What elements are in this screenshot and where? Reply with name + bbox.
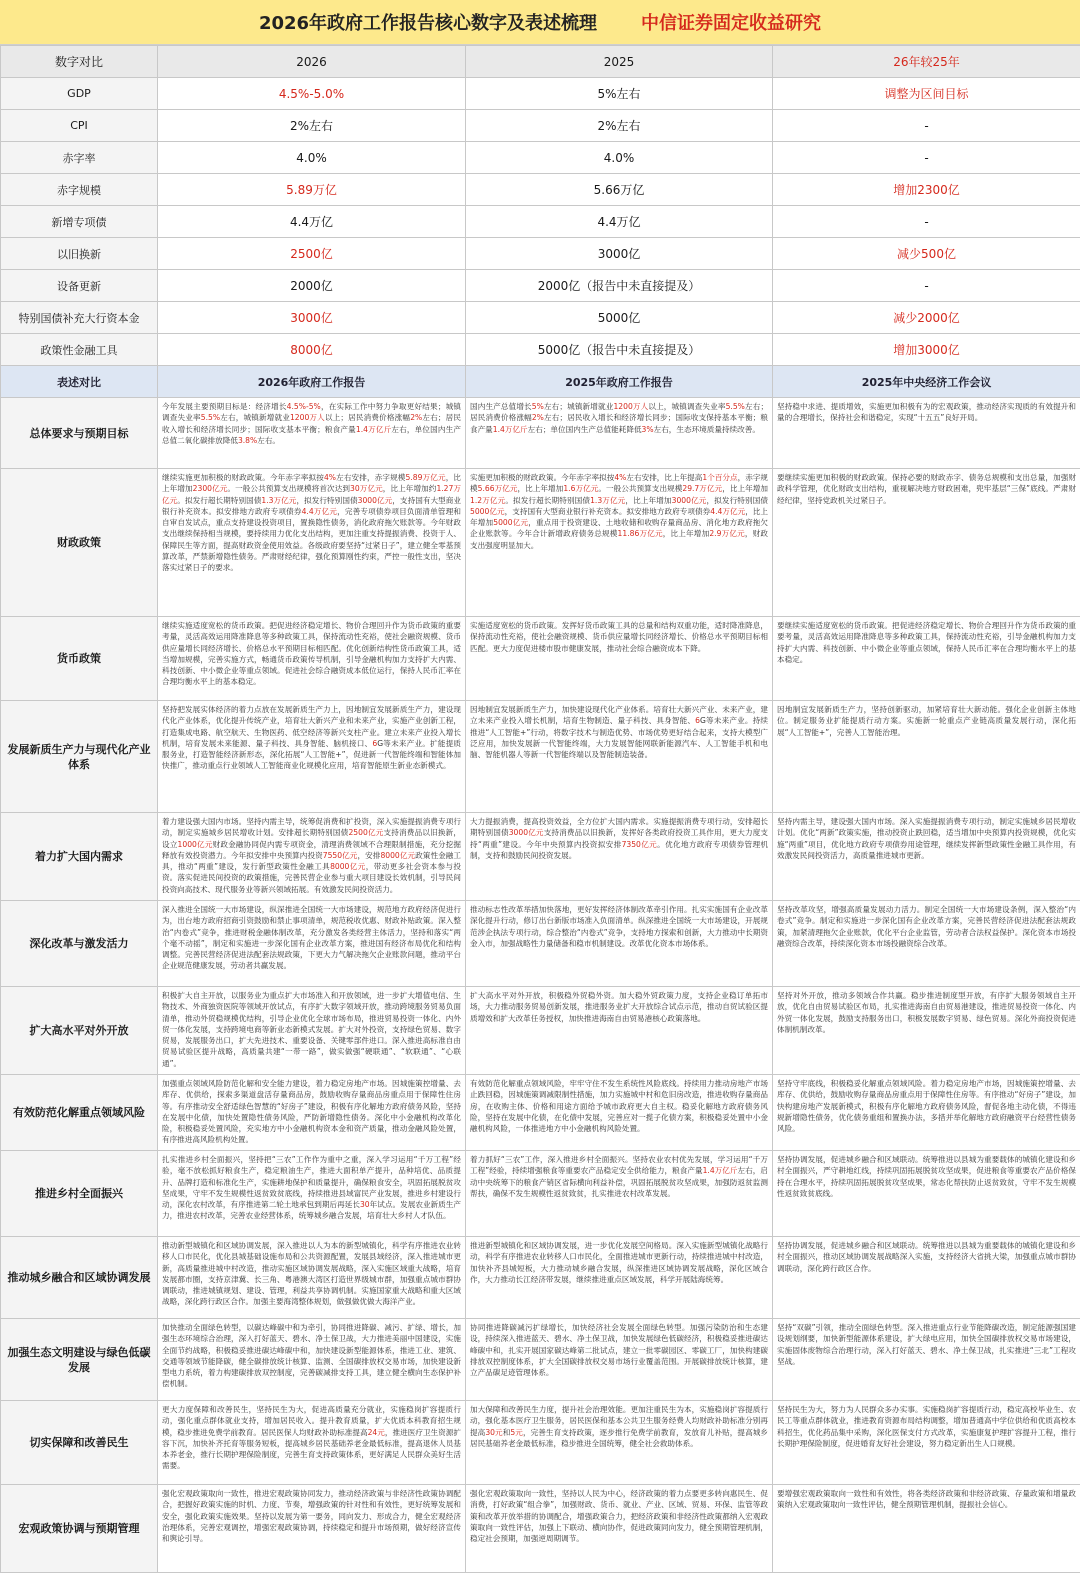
value-2026: 3000亿 xyxy=(158,302,466,334)
statement-cell-c2025 xyxy=(466,901,773,987)
statement-row xyxy=(1,901,1080,987)
statement-row xyxy=(1,617,1080,701)
statement-text: 坚持改革攻坚，增强高质量发展动力活力。制定全国统一大市场建设条例，深入整治“内卷式”竞争。制定和实施进一步深化国有企业改革方案，完善民营经济促进法配套法规政策，加紧清理拖欠企业账款，优化平台企业监管，劳动者合法权益保护。深化资本市场投融资综合改革，持续深化资本市场投融资综合改革。 xyxy=(773,901,1080,949)
statement-row xyxy=(1,1401,1080,1485)
value-diff: - xyxy=(773,110,1080,142)
statement-text: 坚持把发展实体经济的着力点放在发展新质生产力上，因地制宜发展新质生产力，建设现代化产业体系，优化提升传统产业，培育壮大新兴产业和未来产业，实施产业创新工程，打造集成电路、航空航天、生物医药、低空经济等新兴支柱产业。建立未来产业投入增长机制，培育发展未来能源、量子科技、具身智能、脑机接口、6G等未来产业。扩能提质服务业，打造智能经济新形态，深化拓展“人工智能+”，促进新一代智能终端和智能体加快推广，推动重点行业领域人工智能商业化规模化应用，培育智能原生新业态新模式。 xyxy=(158,701,465,772)
value-diff: - xyxy=(773,270,1080,302)
statement-text: 协同推进降碳减污扩绿增长，加快经济社会发展全面绿色转型。加强污染防治和生态建设，持续深入推进蓝天、碧水、净土保卫战，加快发展绿色低碳经济，积极稳妥推进碳达峰碳中和，扎实开展国家碳达峰第二批试点，建立一批零碳园区、零碳工厂，加快构建碳排放双控制度体系，扩大全国碳排放权交易市场行业覆盖范围。开展碳排放统计核算，建立产品碳足迹管理体系。 xyxy=(466,1319,772,1378)
value-diff: 减少500亿 xyxy=(773,238,1080,270)
statement-text: 坚持“双碳”引领，推动全面绿色转型。深入推进重点行业节能降碳改造，制定能源强国建设规划纲要，加快新型能源体系建设，扩大绿电应用，加快全国碳排放权交易市场建设，实施固体废物综合治理行动，深入打好蓝天、碧水、净土保卫战，扎实推进“三北”工程攻坚战。 xyxy=(773,1319,1080,1367)
statement-text: 坚持守牢底线，积极稳妥化解重点领域风险。着力稳定房地产市场，因城施策控增量、去库存、优供给，鼓励收购存量商品房重点用于保障性住房等。有序推动“好房子”建设，加快构建房地产发展新模式，积极有序化解地方政府债务风险，督促各地主动化债，不得违规新增隐性债务，优化债务重组和置换办法，多措并举化解地方政府融资平台经营性债务风险。 xyxy=(773,1075,1080,1134)
statement-row-label: 切实保障和改善民生 xyxy=(1,1401,158,1485)
statement-cell-cCEWC xyxy=(773,987,1080,1075)
statement-text: 坚持稳中求进、提质增效，实施更加积极有为的宏观政策，推动经济实现质的有效提升和量的合理增长，保持社会和谐稳定，实现“十五五”良好开局。 xyxy=(773,398,1080,424)
statement-cell-c2026 xyxy=(158,901,466,987)
statement-cell-c2025 xyxy=(466,1485,773,1573)
statement-cell-c2025 xyxy=(466,398,773,469)
number-row xyxy=(1,110,1080,142)
statement-text: 加快推动全面绿色转型，以碳达峰碳中和为牵引，协同推进降碳、减污、扩绿、增长，加强生态环境综合治理，深入打好蓝天、碧水、净土保卫战，大力推进美丽中国建设，实施全面节约战略，积极稳妥推进碳达峰碳中和，加快建设新型能源体系，推进工业、建筑、交通等领域节能降碳，健全碳排放统计核算、监测、全国碳排放权交易市场，加快建设新型电力系统，着力构建碳排放双控制度，完善碳减排支持工具，建立健全横向生态保护补偿机制。 xyxy=(158,1319,465,1390)
value-2025: 3000亿 xyxy=(466,238,773,270)
statement-cell-c2025 xyxy=(466,987,773,1075)
statement-cell-c2025 xyxy=(466,1401,773,1485)
statement-row xyxy=(1,1075,1080,1151)
value-2025: 4.0% xyxy=(466,142,773,174)
statement-row xyxy=(1,701,1080,813)
statements-header-2025: 2025年政府工作报告 xyxy=(466,366,773,398)
number-row xyxy=(1,238,1080,270)
number-row-label: 赤字规模 xyxy=(1,174,158,206)
statement-text: 更大力度保障和改善民生，坚持民生为大，促进高质量充分就业，实施稳岗扩容提质行动，强化重点群体就业支持，增加居民收入。提升教育质量，扩大优质本科教育招生规模，稳步推进免费学前教育。居民医保人均财政补助标准提高24元，推进医疗卫生资源扩容下沉，加快补齐托育等服务短板，提高城乡居民基础养老金最低标准，提高退休人员基本养老金，推行长期护理保险制度，完善生育支持政策体系，更好满足人民群众美好生活需要。 xyxy=(158,1401,465,1472)
statement-text: 强化宏观政策取向一致性，坚持以人民为中心，经济政策的着力点要更多转向惠民生、促消费，打好政策“组合拳”，加强财政、货币、就业、产业、区域、贸易、环保、监管等政策和改革开放举措的协调配合，增强政策合力，把经济政策和非经济性政策都纳入宏观政策取向一致性评估，加强上下联动、横向协作，促进政策同向发力，健全预期管理机制，稳定社会预期，加强逆周期调节。 xyxy=(466,1485,772,1544)
statement-cell-c2025 xyxy=(466,1151,773,1237)
summary-table xyxy=(0,45,1080,1573)
statement-cell-c2026 xyxy=(158,813,466,901)
statement-text: 扎实推进乡村全面振兴，坚持把“三农”工作作为重中之重，深入学习运用“千万工程”经验，毫不放松抓好粮食生产，稳定粮油生产，推进大面积单产提升，品种培优、品质提升、品牌打造和标准化生产，实施耕地保护和质量提升，确保粮食安全，巩固拓展脱贫攻坚成果，守牢不发生规模性返贫致贫底线，持续推进县域富民产业发展，推进乡村建设行动，深化农村改革，有序推进第二轮土地承包到期后再延长30年试点。发展农业新质生产力，推进农村改革，完善农业经营体系，统筹城乡融合发展，培育壮大乡村人才队伍。 xyxy=(158,1151,465,1222)
statement-text: 坚持内需主导，建设强大国内市场。深入实施提振消费专项行动，制定实施城乡居民增收计划。优化“两新”政策实施，推动投资止跌回稳，适当增加中央预算内投资规模，优化实施“两重”项目，优化地方政府专项债券用途管理，继续发挥新型政策性金融工具作用，有效激发民间投资活力，高质量推进城市更新。 xyxy=(773,813,1080,861)
value-2025: 5000亿 xyxy=(466,302,773,334)
number-row-label: 设备更新 xyxy=(1,270,158,302)
number-row-label: CPI xyxy=(1,110,158,142)
value-2025: 5%左右 xyxy=(466,78,773,110)
numbers-header-diff: 26年较25年 xyxy=(773,46,1080,78)
number-row xyxy=(1,334,1080,366)
value-2026: 2%左右 xyxy=(158,110,466,142)
statement-row xyxy=(1,1485,1080,1573)
statement-cell-cCEWC xyxy=(773,901,1080,987)
statement-text: 坚持协调发展，促进城乡融合和区域联动。统筹推进以县城为重要载体的城镇化建设和乡村全面振兴，严守耕地红线，持续巩固拓展脱贫攻坚成果，促进粮食等重要农产品价格保持在合理水平，持续巩固拓展脱贫攻坚成果，常态化帮扶防止返贫致贫，守牢不发生规模性返贫致贫底线。 xyxy=(773,1151,1080,1199)
number-row-label: 赤字率 xyxy=(1,142,158,174)
statement-text: 加大保障和改善民生力度，提升社会治理效能。更加注重民生为本，实施稳岗扩容提质行动，强化基本医疗卫生服务，居民医保和基本公共卫生服务经费人均财政补助标准分别再提高30元和5元，完善生育支持政策，逐步推行免费学前教育，发放育儿补贴，提高城乡居民基础养老金最低标准，稳步推进全国统筹，健全社会救助体系。 xyxy=(466,1401,772,1449)
report-title: 2026年政府工作报告核心数字及表述梳理 xyxy=(259,9,597,35)
statement-text: 实施更加积极的财政政策。今年赤字率拟按4%左右安排，比上年提高1个百分点，赤字规模5.66万亿元，比上年增加1.6万亿元。一般公共预算支出规模29.7万亿元，比上年增加1.2万亿元。拟发行超长期特别国债1.3万亿元，比上年增加3000亿元，拟发行特别国债5000亿元，支持国有大型商业银行补充资本。拟安排地方政府专项债券4.4万亿元，比上年增加5000亿元，重点用于投资建设、土地收储和收购存量商品房、消化地方政府拖欠企业账款等。今年合计新增政府债务总规模11.86万亿元，比上年增加2.9万亿元，财政支出强度明显加大。 xyxy=(466,469,772,551)
statement-cell-cCEWC xyxy=(773,398,1080,469)
statement-text: 坚持对外开放，推动多领域合作共赢。稳步推进制度型开放，有序扩大服务领域自主开放，优化自由贸易试验区布局，扎实推进海南自由贸易港建设，推进贸易投资一体化、内外贸一体化发展，鼓励支持服务出口，积极发展数字贸易、绿色贸易。深化外商投资促进体制机制改革。 xyxy=(773,987,1080,1035)
title-bar xyxy=(0,0,1080,45)
statement-text: 因地制宜发展新质生产力，加快建设现代化产业体系。培育壮大新兴产业、未来产业，建立未来产业投入增长机制，培育生物制造、量子科技、具身智能、6G等未来产业。持续推进“人工智能+”行动，将数字技术与制造优势、市场优势更好结合起来，支持大模型广泛应用，加快发展新一代智能终端，大力发展智能网联新能源汽车、人工智能手机和电脑、智能机器人等新一代智能终端以及智能制造装备。 xyxy=(466,701,772,760)
number-row-label: 新增专项债 xyxy=(1,206,158,238)
value-2026: 8000亿 xyxy=(158,334,466,366)
statement-cell-c2026 xyxy=(158,617,466,701)
statement-row xyxy=(1,1319,1080,1401)
statement-text: 有效防范化解重点领域风险，牢牢守住不发生系统性风险底线。持续用力推动房地产市场止跌回稳，因城施策调减限制性措施，加力实施城中村和危旧房改造，推进收购存量商品房，在收购主体、价格和用途方面给予城市政府更大自主权。稳妥化解地方政府债务风险，坚持在发展中化债，在化债中发展，完善应对一揽子化债方案，积极稳妥处置中小金融机构风险，一体推进地方中小金融机构风险处置。 xyxy=(466,1075,772,1134)
statement-row xyxy=(1,469,1080,617)
number-row-label: 政策性金融工具 xyxy=(1,334,158,366)
statement-cell-c2026 xyxy=(158,469,466,617)
value-2026: 4.5%-5.0% xyxy=(158,78,466,110)
statement-text: 积极扩大自主开放，以服务业为重点扩大市场准入和开放领域，进一步扩大增值电信、生物技术、外商独资医院等领域开放试点，有序扩大数字领域开放，推动跨境服务贸易负面清单，推动外贸稳规模优结构，引导企业优化全球市场布局，推进贸易投资一体化、内外贸一体化发展，支持跨境电商等新业态新模式发展。扩大对外投资，支持绿色贸易、数字贸易，发展服务出口，扩大先进技术、重要设备、关键零部件进口。深入推进高标准自由贸易试验区提升战略，高质量共建“一带一路”，做实做强“硬联通”、“软联通”、“心联通”。 xyxy=(158,987,465,1069)
statements-header-2026: 2026年政府工作报告 xyxy=(158,366,466,398)
value-2025: 5.66万亿 xyxy=(466,174,773,206)
statement-cell-c2026 xyxy=(158,1319,466,1401)
statement-row xyxy=(1,1151,1080,1237)
statement-text: 着力抓好“三农”工作，深入推进乡村全面振兴。坚持农业农村优先发展，学习运用“千万工程”经验，持续增强粮食等重要农产品稳定安全供给能力，粮食产量1.4万亿斤左右，启动中央统筹下的粮食产销区省际横向利益补偿，巩固拓展脱贫攻坚成果，加强防返贫监测帮扶，确保不发生规模性返贫致贫，扎实推进农村改革发展。 xyxy=(466,1151,772,1199)
statement-row-label: 货币政策 xyxy=(1,617,158,701)
statement-text: 继续实施适度宽松的货币政策。把促进经济稳定增长、物价合理回升作为货币政策的重要考量，灵活高效运用降准降息等多种政策工具，保持流动性充裕，使社会融资规模、货币供应量增长同经济增长、价格总水平预期目标相匹配。优化创新结构性货币政策工具，适当增加规模，完善实施方式，畅通货币政策传导机制，引导金融机构加力支持扩大内需、科技创新、中小微企业等重点领域。促进社会综合融资成本低位运行，保持人民币汇率在合理均衡水平上的基本稳定。 xyxy=(158,617,465,688)
number-row-label: 以旧换新 xyxy=(1,238,158,270)
value-diff: - xyxy=(773,206,1080,238)
statement-text: 今年发展主要预期目标是：经济增长4.5%-5%，在实际工作中努力争取更好结果；城镇调查失业率5.5%左右，城镇新增就业1200万人以上；居民消费价格涨幅2%左右；居民收入增长和经济增长同步；国际收支基本平衡；粮食产量1.4万亿斤左右，单位国内生产总值二氧化碳排放降低3.8%左右。 xyxy=(158,398,465,446)
numbers-header-label: 数字对比 xyxy=(1,46,158,78)
statement-text: 国内生产总值增长5%左右；城镇新增就业1200万人以上，城镇调查失业率5.5%左右；居民消费价格涨幅2%左右；居民收入增长和经济增长同步；国际收支保持基本平衡；粮食产量1.4万亿斤左右；单位国内生产总值能耗降低3%左右，生态环境质量持续改善。 xyxy=(466,398,772,435)
value-diff: - xyxy=(773,142,1080,174)
value-diff: 增加2300亿 xyxy=(773,174,1080,206)
statement-text: 加强重点领域风险防范化解和安全能力建设，着力稳定房地产市场。因城施策控增量、去库存、优供给，探索多渠道盘活存量商品房，鼓励收购存量商品房重点用于保障性住房等。有序推动安全舒适绿色智慧的“好房子”建设，积极有序化解地方政府债务风险，坚持在发展中化债，加快处置隐性债务风险，严防新增隐性债务。深化中小金融机构改革化险，积极稳妥处置风险，充实地方中小金融机构资本金和资产质量，推动金融风险处置，有序推进高风险机构处置。 xyxy=(158,1075,465,1146)
numbers-header-row xyxy=(1,46,1080,78)
statement-text: 推动新型城镇化和区域协调发展，深入推进以人为本的新型城镇化，科学有序推进农业转移人口市民化，优化县城基础设施布局和公共资源配置，发展县域经济，深入推进城市更新，高质量推进城中村改造，推动实施区域协调发展战略，深入实施区域重大战略，培育发展都市圈，支持京津冀、长三角、粤港澳大湾区打造世界级城市群，加强重点城市群协调联动，推进城镇规划、建设、管理，利益共享协调机制。实施国家重大战略和重大区域战略，深化跨行政区合作。加强主要海湾整体规划，做强做优做大海洋产业。 xyxy=(158,1237,465,1308)
statement-row-label: 扩大高水平对外开放 xyxy=(1,987,158,1075)
value-diff: 减少2000亿 xyxy=(773,302,1080,334)
statement-cell-cCEWC xyxy=(773,1485,1080,1573)
number-row-label: GDP xyxy=(1,78,158,110)
value-2025: 4.4万亿 xyxy=(466,206,773,238)
statement-text: 因地制宜发展新质生产力，坚持创新驱动，加紧培育壮大新动能。强化企业创新主体地位。制定服务业扩能提质行动方案。实施新一轮重点产业链高质量发展行动，深化拓展“人工智能+”，完善人工智能治理。 xyxy=(773,701,1080,738)
statement-text: 坚持协调发展，促进城乡融合和区域联动。统筹推进以县城为重要载体的城镇化建设和乡村全面振兴，推动区域协调发展战略深入实施，支持经济大省挑大梁，加强重点城市群协调联动，深化跨行政区合作。 xyxy=(773,1237,1080,1274)
number-row xyxy=(1,142,1080,174)
statement-text: 继续实施更加积极的财政政策。今年赤字率拟按4%左右安排，赤字规模5.89万亿元，比上年增加2300亿元。一般公共预算支出规模将首次达到30万亿元，比上年增加约1.27万亿元。拟发行超长期特别国债1.3万亿元，拟发行特别国债3000亿元，支持国有大型商业银行补充资本。拟安排地方政府专项债券4.4万亿元，完善专项债券项目负面清单管理和自审自发试点，重点支持建设投资项目，置换隐性债务，消化政府拖欠账款等。今年财政支出继续保持相当规模，要持续用力优化支出结构，更加注重支持提振消费、投资于人、保障民生等方面，提高财政资金使用效益。各级政府要坚持“过紧日子”，建立健全零基预算改革，严禁新增隐性债务。严肃财经纪律，强化预算刚性约束，严控一般性支出，坚决落实过紧日子的要求。 xyxy=(158,469,465,574)
value-2026: 4.0% xyxy=(158,142,466,174)
statement-row-label: 有效防范化解重点领域风险 xyxy=(1,1075,158,1151)
statement-text: 大力提振消费，提高投资效益，全方位扩大国内需求。实施提振消费专项行动，安排超长期特别国债3000亿元支持消费品以旧换新，发挥好各类政府投资工具作用，更大力度支持“两重”建设。今年中央预算内投资拟安排7350亿元。优化地方政府专项债券管理机制，支持和鼓励民间投资发展。 xyxy=(466,813,772,861)
statement-cell-c2026 xyxy=(158,987,466,1075)
statement-cell-c2026 xyxy=(158,1237,466,1319)
number-row xyxy=(1,270,1080,302)
statement-cell-cCEWC xyxy=(773,1151,1080,1237)
statement-text: 深入推进全国统一大市场建设，纵深推进全国统一大市场建设，规范地方政府经济促进行为，出台地方政府招商引资鼓励和禁止事项清单，规范税收优惠、财政补贴政策。深入整治“内卷式”竞争，推进财税金融体制改革，充分激发各类经营主体活力，坚持和落实“两个毫不动摇”，制定和实施进一步深化国有企业改革方案，推进国有经济布局优化和结构调整。完善民营经济促进法配套法规政策，下更大力气解决拖欠企业账款问题，推动平台企业规范健康发展，劳动者共赢发展。 xyxy=(158,901,465,972)
value-2026: 2500亿 xyxy=(158,238,466,270)
statement-cell-cCEWC xyxy=(773,1401,1080,1485)
number-row xyxy=(1,302,1080,334)
statement-cell-c2026 xyxy=(158,1075,466,1151)
value-diff: 增加3000亿 xyxy=(773,334,1080,366)
value-2026: 4.4万亿 xyxy=(158,206,466,238)
number-row-label: 特别国债补充大行资本金 xyxy=(1,302,158,334)
statement-text: 要增强宏观政策取向一致性和有效性，将各类经济政策和非经济政策、存量政策和增量政策纳入宏观政策取向一致性评估，健全预期管理机制，提振社会信心。 xyxy=(773,1485,1080,1511)
statement-row-label: 加强生态文明建设与绿色低碳发展 xyxy=(1,1319,158,1401)
numbers-header-2026: 2026 xyxy=(158,46,466,78)
value-2026: 5.89万亿 xyxy=(158,174,466,206)
statement-cell-cCEWC xyxy=(773,813,1080,901)
statement-row-label: 总体要求与预期目标 xyxy=(1,398,158,469)
value-2025: 2000亿（报告中未直接提及） xyxy=(466,270,773,302)
statements-header-row xyxy=(1,366,1080,398)
statement-row-label: 深化改革与激发活力 xyxy=(1,901,158,987)
statement-cell-cCEWC xyxy=(773,1075,1080,1151)
statement-cell-c2026 xyxy=(158,1151,466,1237)
statement-row xyxy=(1,398,1080,469)
statement-row xyxy=(1,987,1080,1075)
statement-text: 推进新型城镇化和区域协调发展，进一步优化发展空间格局。深入实施新型城镇化战略行动，科学有序推进农业转移人口市民化，全面推进城市更新行动，持续推进城中村改造，加快补齐县城短板，大力推动城乡融合发展，纵深推进区域协调发展战略，深化区域合作，大力推动长江经济带发展，继续推进重点区域发展，科学开展陆海统筹。 xyxy=(466,1237,772,1285)
statement-cell-c2025 xyxy=(466,1319,773,1401)
statement-cell-cCEWC xyxy=(773,1237,1080,1319)
statement-cell-c2026 xyxy=(158,398,466,469)
statement-cell-cCEWC xyxy=(773,701,1080,813)
statement-row xyxy=(1,813,1080,901)
statement-row-label: 宏观政策协调与预期管理 xyxy=(1,1485,158,1573)
numbers-header-2025: 2025 xyxy=(466,46,773,78)
statement-row-label: 财政政策 xyxy=(1,469,158,617)
statement-cell-c2026 xyxy=(158,1485,466,1573)
statement-text: 坚持民生为大，努力为人民群众多办实事。实施稳岗扩容提质行动，稳定高校毕业生、农民工等重点群体就业，推进教育资源布局结构调整，增加普通高中学位供给和优质高校本科招生，优化药品集中采购，深化医保支付方式改革，实施康复护理扩容提升工程，推行长期护理保险制度，促进婚育友好社会建设，努力稳定新出生人口规模。 xyxy=(773,1401,1080,1449)
statement-row xyxy=(1,1237,1080,1319)
value-2025: 2%左右 xyxy=(466,110,773,142)
statement-cell-c2025 xyxy=(466,1237,773,1319)
statement-cell-cCEWC xyxy=(773,617,1080,701)
statement-cell-c2026 xyxy=(158,701,466,813)
number-row xyxy=(1,206,1080,238)
statement-cell-c2025 xyxy=(466,1075,773,1151)
statement-text: 着力建设强大国内市场。坚持内需主导，统筹促消费和扩投资，深入实施提振消费专项行动，制定实施城乡居民增收计划。安排超长期特别国债2500亿元支持消费品以旧换新，设立1000亿元财政金融协同促内需专项资金，清理消费领域不合理限制措施，充分挖掘释放有效投资潜力。今年拟安排中央预算内投资7550亿元，安排8000亿元政策性金融工具，推动“两重”建设，发行新型政策性金融工具8000亿元，带动更多社会资本参与投资。落实促进民间投资的政策措施，完善民营企业参与重大项目建设长效机制，引导民间投资向高技术、现代服务业等新兴领域拓展。有效激发民间投资活力。 xyxy=(158,813,465,895)
value-diff: 调整为区间目标 xyxy=(773,78,1080,110)
statement-text: 扩大高水平对外开放，积极稳外贸稳外资。加大稳外贸政策力度，支持企业稳订单拓市场，大力推动服务贸易创新发展，推进服务业扩大开放综合试点示范，推动自贸试验区提质增效和扩大改革任务授权，加快推进海南自由贸易港核心政策落地。 xyxy=(466,987,772,1024)
value-2026: 2000亿 xyxy=(158,270,466,302)
statement-text: 实施适度宽松的货币政策。发挥好货币政策工具的总量和结构双重功能，适时降准降息，保持流动性充裕，使社会融资规模、货币供应量增长同经济增长、价格总水平预期目标相匹配。更大力度促进楼市股市健康发展，推动社会综合融资成本下降。 xyxy=(466,617,772,654)
statement-row-label: 着力扩大国内需求 xyxy=(1,813,158,901)
statements-header-cewc: 2025年中央经济工作会议 xyxy=(773,366,1080,398)
statement-text: 强化宏观政策取向一致性，推进宏观政策协同发力，推动经济政策与非经济性政策协调配合，把握好政策实施的时机、力度、节奏，增强政策的针对性和有效性，更好统筹发展和安全，强化政策实施效果。坚持以发展为第一要务，同向发力、形成合力，健全宏观经济治理体系，完善宏观调控，增强宏观政策协调，持续稳定和提升市场预期，做好经济宣传和舆论引导。 xyxy=(158,1485,465,1544)
statement-cell-c2025 xyxy=(466,469,773,617)
statements-header-label: 表述对比 xyxy=(1,366,158,398)
number-row xyxy=(1,174,1080,206)
statement-text: 要继续实施适度宽松的货币政策。把促进经济稳定增长、物价合理回升作为货币政策的重要考量，灵活高效运用降准降息等多种政策工具，保持流动性充裕，引导金融机构加力支持扩大内需、科技创新、中小微企业等重点领域，保持人民币汇率在合理均衡水平上的基本稳定。 xyxy=(773,617,1080,665)
value-2025: 5000亿（报告中未直接提及） xyxy=(466,334,773,366)
statement-row-label: 发展新质生产力与现代化产业体系 xyxy=(1,701,158,813)
statement-cell-c2025 xyxy=(466,813,773,901)
statement-cell-c2025 xyxy=(466,701,773,813)
statement-text: 要继续实施更加积极的财政政策。保持必要的财政赤字、债务总规模和支出总量，加强财政科学管理，优化财政支出结构，重视解决地方财政困难，兜牢基层“三保”底线。严肃财经纪律，坚持党政机关过紧日子。 xyxy=(773,469,1080,506)
statement-cell-c2025 xyxy=(466,617,773,701)
report-source: 中信证券固定收益研究 xyxy=(641,9,821,35)
statement-cell-cCEWC xyxy=(773,469,1080,617)
statement-row-label: 推进乡村全面振兴 xyxy=(1,1151,158,1237)
number-row xyxy=(1,78,1080,110)
statement-cell-cCEWC xyxy=(773,1319,1080,1401)
statement-row-label: 推动城乡融合和区域协调发展 xyxy=(1,1237,158,1319)
statement-cell-c2026 xyxy=(158,1401,466,1485)
statement-text: 推动标志性改革举措加快落地，更好发挥经济体制改革牵引作用。扎实实施国有企业改革深化提升行动，修订出台新版市场准入负面清单。纵深推进全国统一大市场建设，开展规范涉企执法专项行动，综合整治“内卷式”竞争，支持地方探索和创新，大力推动中长期资金入市，加强战略性力量储备和稳市机制建设。改革优化资本市场体系。 xyxy=(466,901,772,949)
